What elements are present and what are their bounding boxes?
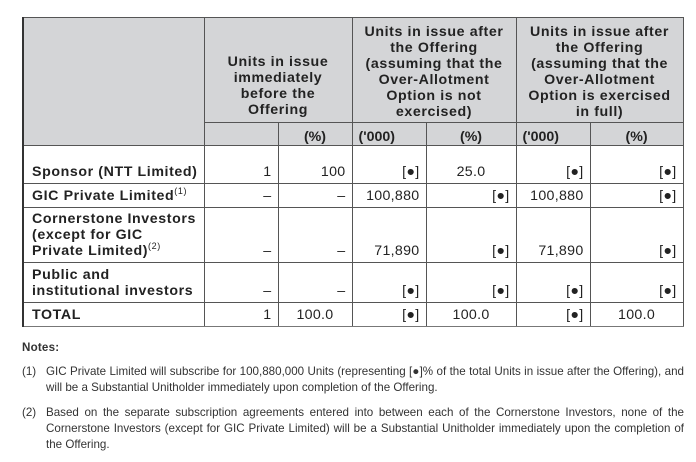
unitholding-table: [22, 17, 684, 327]
subheader-before-percent: (%): [278, 123, 352, 146]
cell-before-units: 1: [204, 146, 278, 184]
table-row-public: [23, 263, 683, 303]
note-number: (2): [22, 406, 37, 419]
cell-not-exercised-units: [●]: [352, 263, 426, 303]
note-number: (1): [22, 365, 37, 378]
note-text: GIC Private Limited will subscribe for 100,880,000 Units (representing [●]% of the total Units in issue after the Offering), and will be a Substantial Unitholder immediately upon completion of the Offering.: [46, 365, 684, 394]
cell-before-units: –: [204, 208, 278, 263]
cell-exercised-percent: 100.0: [590, 303, 683, 327]
cell-not-exercised-percent: [●]: [426, 263, 516, 303]
note-text: Based on the separate subscription agreements entered into between each of the Cornerstone Investors, none of the Cornerstone Investors (except for GIC Private Limited) will be a Substantial Unitholder immediately upon the completion of the Offering.: [46, 406, 684, 451]
cell-exercised-percent: [●]: [590, 263, 683, 303]
cell-not-exercised-units: 71,890: [352, 208, 426, 263]
cell-before-units: 1: [204, 303, 278, 327]
subheader-not-exercised-units: ('000): [352, 123, 426, 146]
table-row-cornerstone: [23, 208, 683, 263]
subheader-exercised-percent: (%): [590, 123, 683, 146]
row-label: Public and institutional investors: [23, 263, 204, 303]
cell-not-exercised-percent: 100.0: [426, 303, 516, 327]
cell-not-exercised-units: [●]: [352, 303, 426, 327]
cell-exercised-percent: [●]: [590, 146, 683, 184]
row-label: Sponsor (NTT Limited): [23, 146, 204, 184]
cell-exercised-units: [●]: [516, 303, 590, 327]
table-row-total: [23, 303, 683, 327]
cell-not-exercised-percent: [●]: [426, 184, 516, 208]
subheader-not-exercised-percent: (%): [426, 123, 516, 146]
cell-before-percent: –: [278, 263, 352, 303]
notes-section: [22, 341, 684, 462]
cell-before-percent: 100: [278, 146, 352, 184]
subheader-exercised-units: ('000): [516, 123, 590, 146]
cell-before-percent: 100.0: [278, 303, 352, 327]
table-row-gic: [23, 184, 683, 208]
header-after-exercised: Units in issue after the Offering (assuming that the Over-Allotment Option is exercised in full): [516, 18, 683, 123]
note-2: [22, 405, 684, 453]
cell-before-percent: –: [278, 184, 352, 208]
cell-exercised-percent: [●]: [590, 184, 683, 208]
table-row-sponsor: [23, 146, 683, 184]
cell-exercised-units: 100,880: [516, 184, 590, 208]
cell-before-percent: –: [278, 208, 352, 263]
label-column-header: [23, 18, 204, 146]
note-1: [22, 364, 684, 396]
cell-not-exercised-units: 100,880: [352, 184, 426, 208]
cell-exercised-units: 71,890: [516, 208, 590, 263]
row-label: GIC Private Limited$^{(1)}$: [23, 184, 204, 208]
cell-not-exercised-percent: [●]: [426, 208, 516, 263]
header-after-not-exercised: Units in issue after the Offering (assuming that the Over-Allotment Option is not exercised): [352, 18, 516, 123]
footnote-ref: (1): [174, 186, 188, 196]
cell-exercised-percent: [●]: [590, 208, 683, 263]
cell-not-exercised-percent: 25.0: [426, 146, 516, 184]
notes-title: Notes:: [22, 341, 60, 354]
footnote-ref: (2): [148, 241, 161, 251]
cell-not-exercised-units: [●]: [352, 146, 426, 184]
cell-before-units: –: [204, 263, 278, 303]
subheader-before-units: [204, 123, 278, 146]
row-label: TOTAL: [23, 303, 204, 327]
cell-exercised-units: [●]: [516, 146, 590, 184]
row-label: Cornerstone Investors (except for GIC Private Limited)$^{(2)}$: [23, 208, 204, 263]
header-before-offering: Units in issue immediately before the Offering: [204, 18, 352, 123]
cell-exercised-units: [●]: [516, 263, 590, 303]
cell-before-units: –: [204, 184, 278, 208]
